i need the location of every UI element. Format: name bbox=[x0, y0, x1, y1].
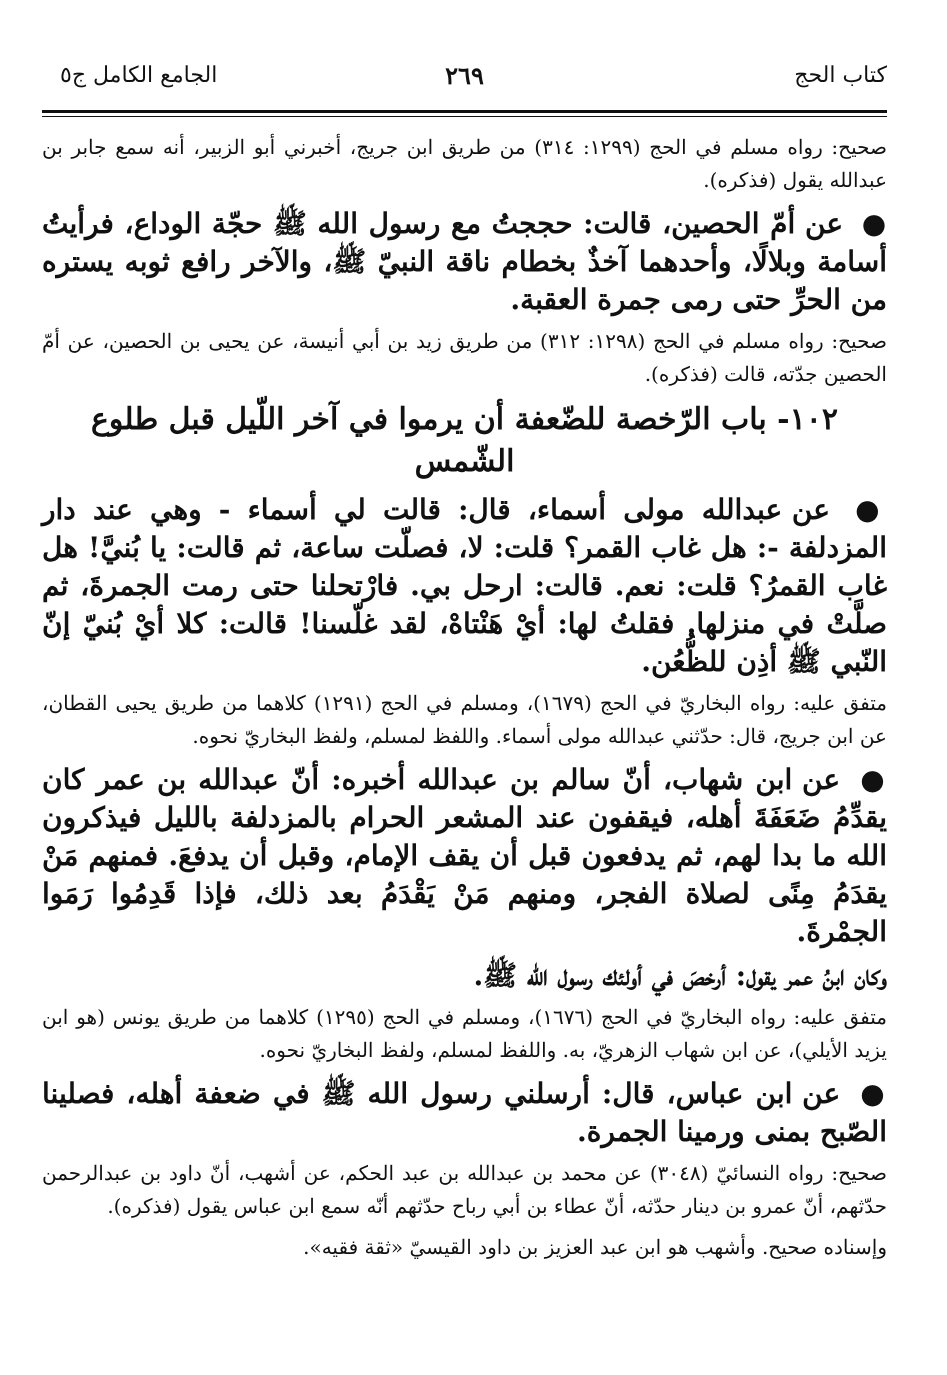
takhrij-note: متفق عليه: رواه البخاريّ في الحج (١٦٧٦)، ومسلم في الحج (١٢٩٥) كلاهما من طريق يونس (هو ابن يزيد الأيلي)، عن ابن شهاب الزهريّ، به. واللفظ لمسلم، ولفظ البخاريّ نحوه. bbox=[42, 1005, 887, 1062]
hadith-text: عن ابن شهاب، أنّ سالم بن عبدالله أخبره: أنّ عبدالله بن عمر كان يقدِّمُ ضَعَفَةَ أهله، فيقفون عند المشعر الحرام بالمزدلفة بالليل فيذكرون الله ما بدا لهم، ثم يدفعون قبل أن يقف الإمام، وقبل أن يدفعَ. فمنهم مَنْ يقدَمُ مِنًى لصلاة الفجر، ومنهم مَنْ يَقْدَمُ بعد ذلك، فإذا قَدِمُوا رَمَوا الجمْرةَ. bbox=[42, 763, 887, 948]
bullet-icon: ● bbox=[860, 763, 888, 796]
book-section-title: كتاب الحج bbox=[794, 63, 887, 88]
takhrij-note: وإسناده صحيح. وأشهب هو ابن عبد العزيز بن داود القيسيّ «ثقة فقيه». bbox=[303, 1235, 887, 1259]
hadith-paragraph bbox=[42, 1075, 887, 1151]
book-volume-title: الجامع الكامل ج٥ bbox=[60, 63, 218, 88]
hadith-text: عن أمّ الحصين، قالت: حججتُ مع رسول الله ﷺ حجّة الوداع، فرأيتُ أسامة وبلالًا، وأحدهما آخذٌ بخطام ناقة النبيّ ﷺ، والآخر رافع ثوبه يستره من الحرِّ حتى رمى جمرة العقبة. bbox=[42, 207, 887, 316]
page-number: ٢٦٩ bbox=[445, 61, 484, 90]
hadith-text: عن عبدالله مولى أسماء، قال: قالت لي أسماء - وهي عند دار المزدلفة -: هل غاب القمر؟ قلت: لا، فصلّت ساعة، ثم قالت: يا بُنيَّ! هل غاب القمرُ؟ قلت: نعم. قالت: ارحل بي. فارْتحلنا حتى رمت الجمرةَ، ثم صلَّتْ في منزلها. فقلتُ لها: أيْ هَنْتاهْ، لقد غلّسنا! قالت: كلا أيْ بُنيّ إنّ النّبي ﷺ أذِن للظُّعُن. bbox=[42, 493, 887, 678]
hadith-paragraph bbox=[42, 205, 887, 319]
hadith-paragraph bbox=[42, 761, 887, 951]
takhrij-note: متفق عليه: رواه البخاريّ في الحج (١٦٧٩)، ومسلم في الحج (١٢٩١) كلاهما من طريق يحيى القطان، عن ابن جريج، قال: حدّثني عبدالله مولى أسماء. واللفظ لمسلم، ولفظ البخاريّ نحوه. bbox=[42, 691, 887, 748]
takhrij-note: صحيح: رواه مسلم في الحج (١٢٩٩: ٣١٤) من طريق ابن جريج، أخبرني أبو الزبير، أنه سمع جابر بن عبدالله يقول (فذكره). bbox=[42, 135, 887, 192]
takhrij-note: صحيح: رواه النسائيّ (٣٠٤٨) عن محمد بن عبدالله بن عبد الحكم، عن أشهب، أنّ داود بن عبدالرحمن حدّثهم، أنّ عمرو بن دينار حدّثه، أنّ عطاء بن أبي رباح حدّثهم أنّه سمع ابن عباس يقول (فذكره). bbox=[42, 1161, 887, 1218]
chapter-heading: ١٠٢- باب الرّخصة للضّعفة أن يرموا في آخر اللّيل قبل طلوع الشّمس bbox=[91, 402, 838, 479]
takhrij-note: صحيح: رواه مسلم في الحج (١٢٩٨: ٣١٢) من طريق زيد بن أبي أنيسة، عن يحيى بن الحصين، عن أمّ الحصين جدّته، قالت (فذكره). bbox=[42, 329, 887, 386]
bullet-icon: ● bbox=[860, 1077, 887, 1110]
page-body bbox=[42, 113, 887, 1264]
book-page bbox=[42, 48, 887, 1272]
hadith-text: عن ابن عباس، قال: أرسلني رسول الله ﷺ في ضعفة أهله، فصلينا الصّبح بمنى ورمينا الجمرة. bbox=[42, 1077, 887, 1148]
hadith-continuation: وكان ابنُ عمر يقول: أرخصَ في أولئك رسول الله ﷺ. bbox=[473, 959, 887, 992]
bullet-icon: ● bbox=[861, 207, 888, 240]
hadith-paragraph bbox=[42, 491, 887, 681]
bullet-icon: ● bbox=[855, 493, 888, 526]
page-header bbox=[42, 48, 887, 113]
